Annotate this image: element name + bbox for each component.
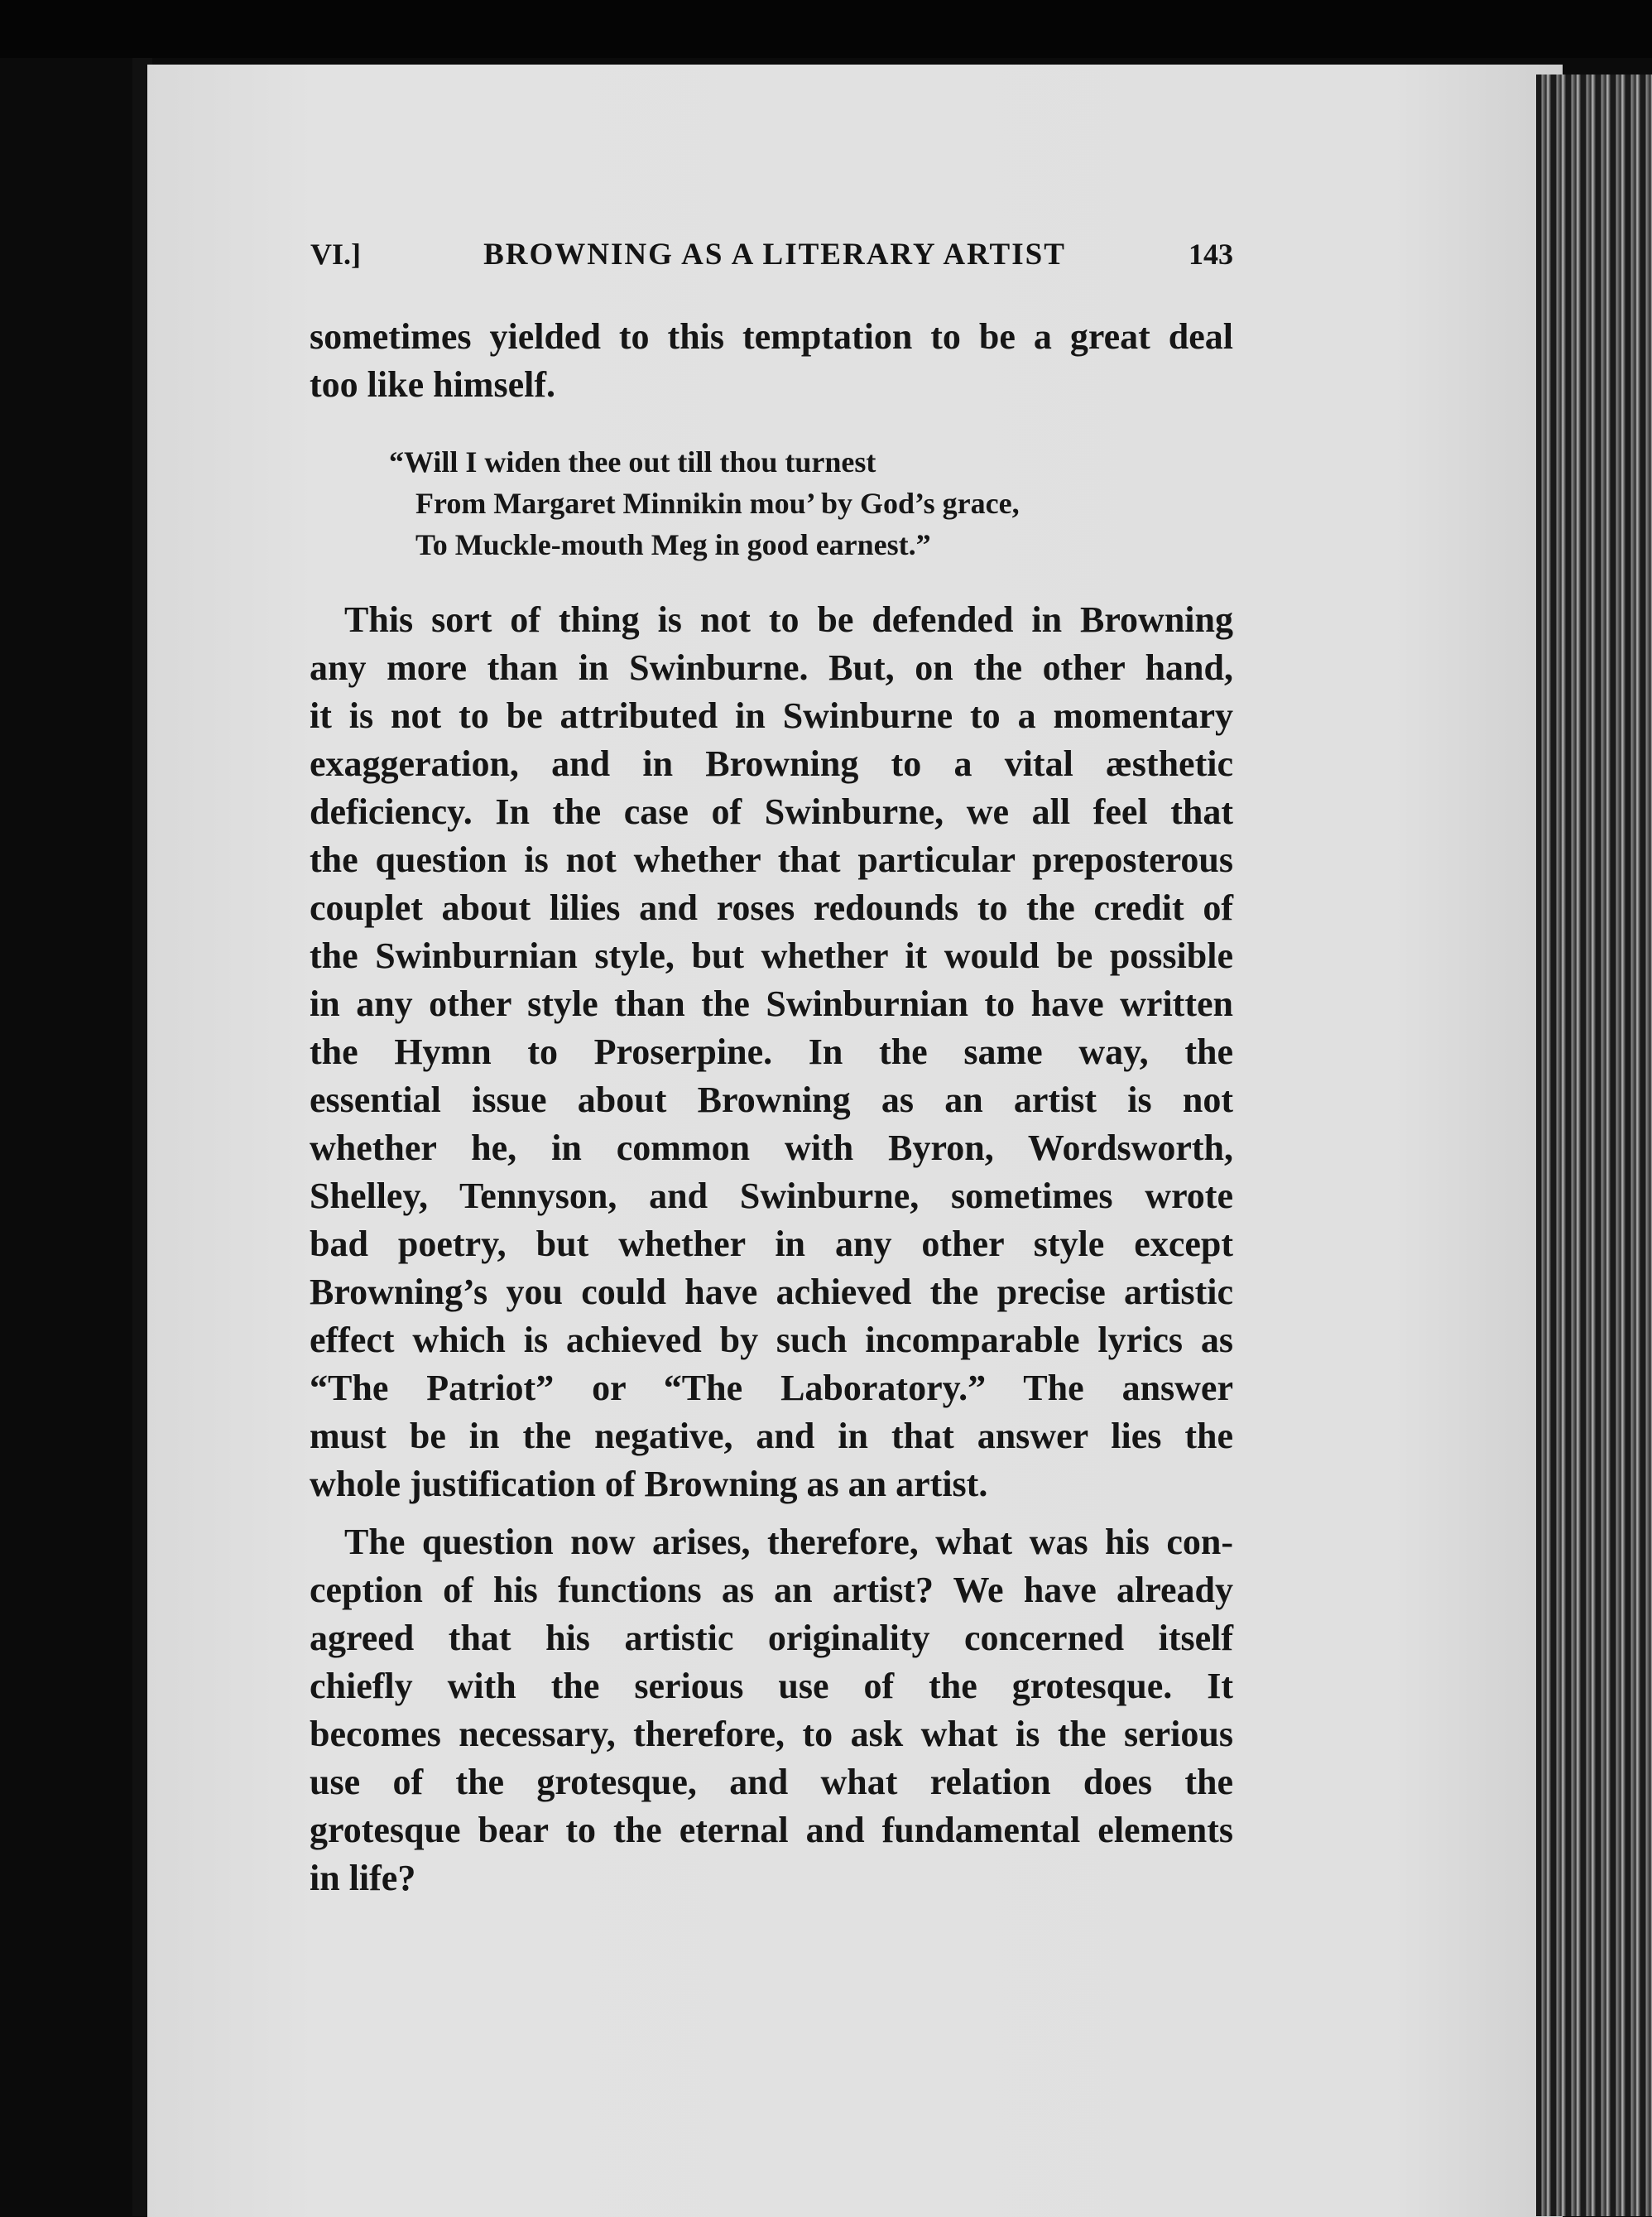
text-line: agreed that his artistic originality concerned itself bbox=[310, 1618, 1233, 1658]
text-line: chiefly with the serious use of the grotesque. It bbox=[310, 1666, 1233, 1706]
verse-line: To Muckle-mouth Meg in good earnest.” bbox=[415, 528, 931, 561]
text-line: whether he, in common with Byron, Wordsworth, bbox=[310, 1128, 1233, 1168]
verse-line: From Margaret Minnikin mou’ by God’s grace, bbox=[415, 487, 1020, 520]
verse-quotation bbox=[389, 441, 1134, 565]
text-line: too like himself. bbox=[310, 364, 555, 405]
text-line: becomes necessary, therefore, to ask what is the serious bbox=[310, 1714, 1233, 1754]
verse-line: “Will I widen thee out till thou turnest bbox=[389, 445, 876, 479]
text-line: use of the grotesque, and what relation does the bbox=[310, 1762, 1233, 1802]
text-line: essential issue about Browning as an artist is not bbox=[310, 1080, 1233, 1120]
text-line: effect which is achieved by such incomparable lyrics as bbox=[310, 1320, 1233, 1360]
text-line: Shelley, Tennyson, and Swinburne, sometimes wrote bbox=[310, 1176, 1233, 1216]
chapter-number: VI.] bbox=[310, 238, 361, 271]
text-line: must be in the negative, and in that answer lies the bbox=[310, 1416, 1233, 1456]
text-line: ception of his functions as an artist? We have already bbox=[310, 1570, 1233, 1610]
paragraph-2 bbox=[310, 1518, 1233, 1902]
text-line: exaggeration, and in Browning to a vital æsthetic bbox=[310, 743, 1233, 784]
text-line: This sort of thing is not to be defended in Browning bbox=[344, 599, 1233, 640]
page-stack-edge bbox=[1536, 75, 1652, 2216]
text-line: sometimes yielded to this temptation to be a great deal bbox=[310, 316, 1233, 357]
running-title: BROWNING AS A LITERARY ARTIST bbox=[483, 238, 1066, 272]
text-line: Browning’s you could have achieved the precise artistic bbox=[310, 1272, 1233, 1312]
opening-text bbox=[310, 313, 1233, 409]
text-line: whole justification of Browning as an artist. bbox=[310, 1464, 988, 1504]
text-line: in life? bbox=[310, 1858, 416, 1898]
text-line: the Swinburnian style, but whether it would be possible bbox=[310, 935, 1233, 976]
text-line: deficiency. In the case of Swinburne, we all feel that bbox=[310, 791, 1233, 832]
text-line: in any other style than the Swinburnian to have written bbox=[310, 983, 1233, 1024]
text-line: any more than in Swinburne. But, on the other hand, bbox=[310, 647, 1233, 688]
text-line: the question is not whether that particular preposterous bbox=[310, 839, 1233, 880]
text-line: couplet about lilies and roses redounds to the credit of bbox=[310, 887, 1233, 928]
paragraph-1 bbox=[310, 596, 1233, 1508]
text-line: The question now arises, therefore, what was his con- bbox=[344, 1522, 1233, 1562]
text-line: bad poetry, but whether in any other style except bbox=[310, 1224, 1233, 1264]
page-number: 143 bbox=[1188, 238, 1233, 271]
text-line: the Hymn to Proserpine. In the same way, the bbox=[310, 1032, 1233, 1072]
scan-top-border bbox=[0, 0, 1652, 58]
running-head bbox=[310, 237, 1233, 278]
text-line: “The Patriot” or “The Laboratory.” The answer bbox=[310, 1368, 1233, 1408]
text-line: it is not to be attributed in Swinburne to a momentary bbox=[310, 695, 1233, 736]
text-line: grotesque bear to the eternal and fundamental elements bbox=[310, 1810, 1233, 1850]
